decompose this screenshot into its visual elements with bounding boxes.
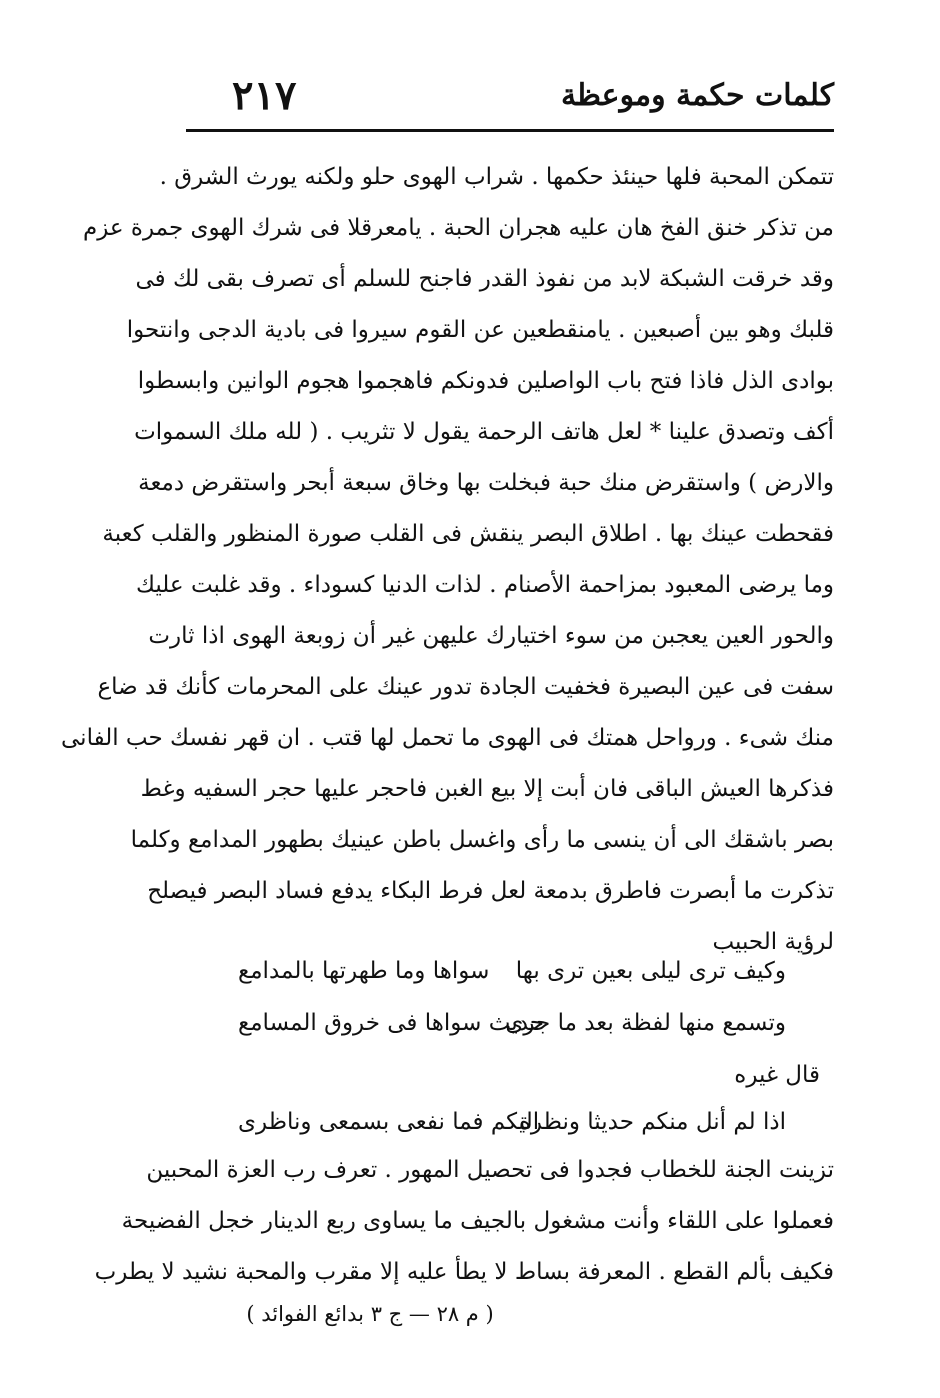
poem-verse [186, 946, 786, 997]
text-line: فكيف بألم القطع . المعرفة بساط لا يطأ عليه إلا مقرب والمحبة نشيد لا يطرب [94, 1259, 834, 1285]
verse-first-hemistich: وكيف ترى ليلى بعين ترى بها [515, 958, 786, 984]
poem-verse [186, 1097, 786, 1148]
text-line: تزينت الجنة للخطاب فجدوا فى تحصيل المهور . تعرف رب العزة المحبين [146, 1157, 834, 1183]
text-line: أكف وتصدق علينا * لعل هاتف الرحمة يقول لا تثريب . ( لله ملك السموات [134, 419, 834, 445]
main-text [61, 152, 834, 968]
text-line: والحور العين يعجبن من سوء اختيارك عليهن غير أن زوبعة الهوى اذا ثارت [148, 623, 834, 649]
text-line: والارض ) واستقرض منك حبة فبخلت بها وخاق سبعة أبحر واستقرض دمعة [138, 470, 834, 496]
text-line: بوادى الذل فاذا فتح باب الواصلين فدونكم فاهجموا هجوم الوانين وابسطوا [137, 368, 834, 394]
text-line: منك شىء . ورواحل همتك فى الهوى ما تحمل لها قتب . ان قهر نفسك حب الفانى [61, 725, 834, 751]
poem-verse [186, 998, 786, 1049]
text-line: سفت فى عين البصيرة فخفيت الجادة تدور عينك على المحرمات كأنك قد ضاع [97, 674, 834, 700]
page-number: ٢١٧ [232, 72, 297, 119]
poem-attribution: قال غيره [734, 1062, 820, 1088]
header-rule [186, 129, 834, 132]
text-line: وما يرضى المعبود بمزاحمة الأصنام . لذات الدنيا كسوداء . وقد غلبت عليك [135, 572, 834, 598]
verse-second-hemistich: اليكم فما نفعى بسمعى وناظرى [238, 1109, 540, 1135]
text-line: فعملوا على اللقاء وأنت مشغول بالجيف ما يساوى ربع الدينار خجل الفضيحة [121, 1208, 834, 1234]
text-line: فقحطت عينك بها . اطلاق البصر ينقش فى القلب صورة المنظور والقلب كعبة [102, 521, 834, 547]
text-line: وقد خرقت الشبكة لابد من نفوذ القدر فاجنح للسلم أى تصرف بقى لك فى [135, 266, 834, 292]
page-header [186, 72, 834, 124]
main-text-continued [94, 1145, 834, 1298]
verse-first-hemistich: اذا لم أنل منكم حديثا ونظرة [518, 1109, 786, 1135]
text-line: تتمكن المحبة فلها حينئذ حكمها . شراب الهوى حلو ولكنه يورث الشرق . [159, 164, 834, 190]
signature-mark: ( م ٢٨ — ج ٣ بدائع الفوائد ) [246, 1302, 494, 1326]
running-title: كلمات حكمة وموعظة [560, 78, 834, 113]
text-line: من تذكر خنق الفخ هان عليه هجران الحبة . يامعرقلا فى شرك الهوى جمرة عزم [82, 215, 834, 241]
text-line: قلبك وهو بين أصبعين . يامنقطعين عن القوم سيروا فى بادية الدجى وانتحوا [126, 317, 834, 343]
text-line: تذكرت ما أبصرت فاطرق بدمعة لعل فرط البكاء يدفع فساد البصر فيصلح [147, 878, 834, 904]
verse-second-hemistich: سواها وما طهرتها بالمدامع [238, 958, 490, 984]
verse-second-hemistich: حديث سواها فى خروق المسامع [238, 1010, 545, 1036]
text-line: بصر باشقك الى أن ينسى ما رأى واغسل باطن عينيك بطهور المدامع وكلما [130, 827, 834, 853]
verse-first-hemistich: وتسمع منها لفظة بعد ما جرى [505, 1010, 786, 1036]
text-line: فذكرها العيش الباقى فان أبت إلا بيع الغبن فاحجر عليها حجر السفيه وغط [140, 776, 834, 802]
text-line: لرؤية الحبيب [712, 929, 834, 955]
